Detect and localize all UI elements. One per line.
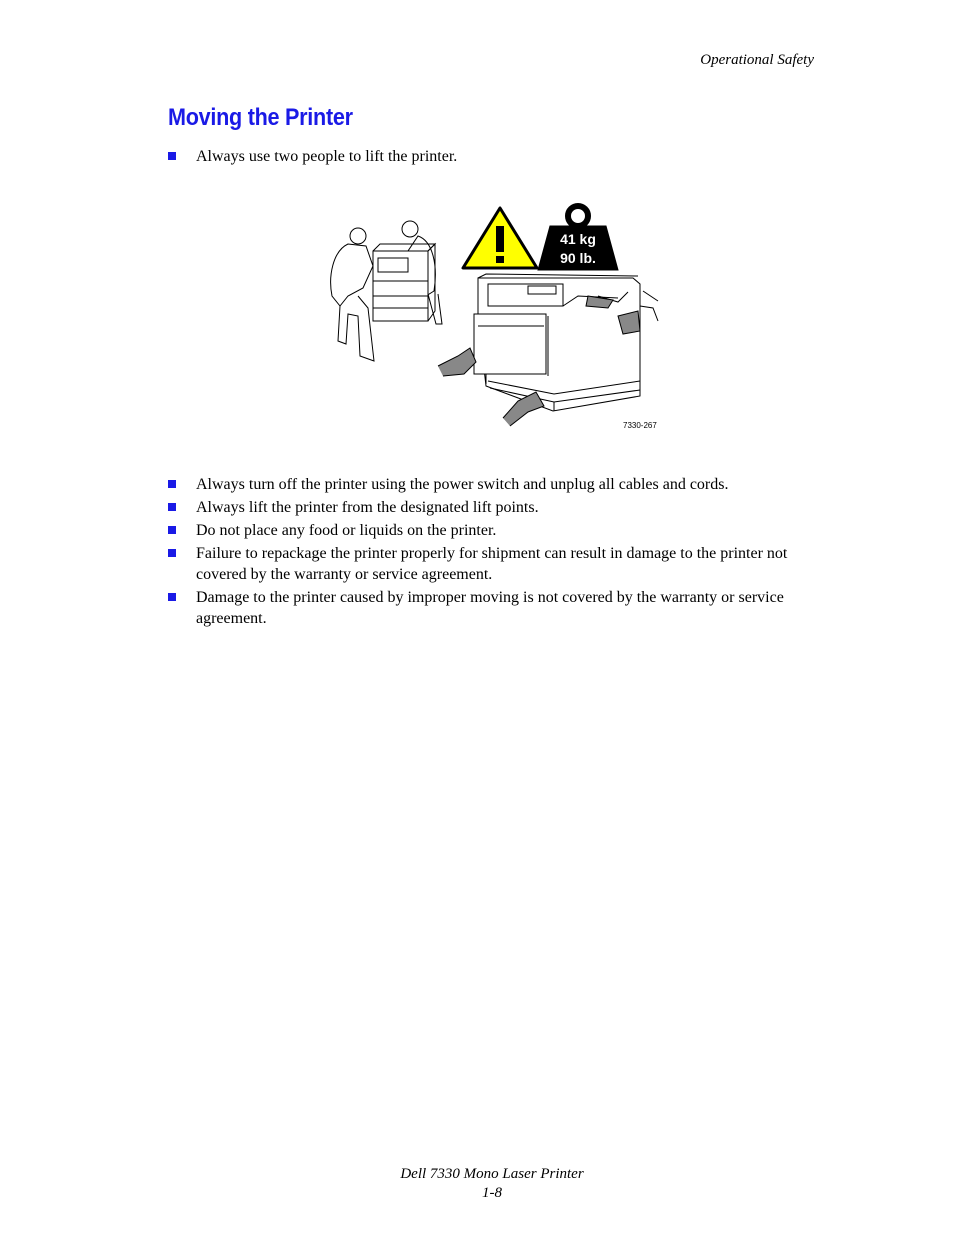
- two-people-lifting-icon: [331, 221, 442, 361]
- square-bullet-icon: [168, 549, 176, 557]
- lifting-illustration: [318, 196, 666, 436]
- bullet-list-top: [168, 146, 818, 169]
- square-bullet-icon: [168, 503, 176, 511]
- footer-product: Dell 7330 Mono Laser Printer: [400, 1166, 584, 1182]
- square-bullet-icon: [168, 593, 176, 601]
- bullet-item: [168, 497, 818, 518]
- footer-page-number: 1-8: [482, 1185, 502, 1201]
- weight-kg-text: 41 kg: [560, 231, 596, 247]
- page-footer: [0, 1165, 954, 1203]
- warning-triangle-icon: [463, 208, 537, 268]
- bullet-text: Damage to the printer caused by improper moving is not covered by the warranty or service agreement.: [196, 589, 784, 627]
- weight-lb-text: 90 lb.: [560, 250, 596, 266]
- square-bullet-icon: [168, 480, 176, 488]
- bullet-text: Always lift the printer from the designated lift points.: [196, 499, 539, 516]
- running-header: Operational Safety: [700, 52, 814, 68]
- square-bullet-icon: [168, 152, 176, 160]
- bullet-text: Always use two people to lift the printer.: [196, 148, 458, 165]
- printer-icon: [438, 274, 658, 426]
- square-bullet-icon: [168, 526, 176, 534]
- bullet-item: [168, 520, 818, 541]
- weight-icon: [538, 206, 618, 270]
- bullet-text: Do not place any food or liquids on the printer.: [196, 522, 497, 539]
- bullet-list-bottom: [168, 474, 818, 631]
- bullet-item: [168, 146, 818, 167]
- bullet-item: [168, 543, 818, 585]
- bullet-item: [168, 587, 818, 629]
- bullet-text: Failure to repackage the printer properly for shipment can result in damage to the printer not covered by the warranty or service agreement.: [196, 545, 788, 583]
- figure-code: 7330-267: [623, 421, 657, 430]
- section-title: Moving the Printer: [168, 104, 353, 131]
- bullet-text: Always turn off the printer using the power switch and unplug all cables and cords.: [196, 476, 729, 493]
- bullet-item: [168, 474, 818, 495]
